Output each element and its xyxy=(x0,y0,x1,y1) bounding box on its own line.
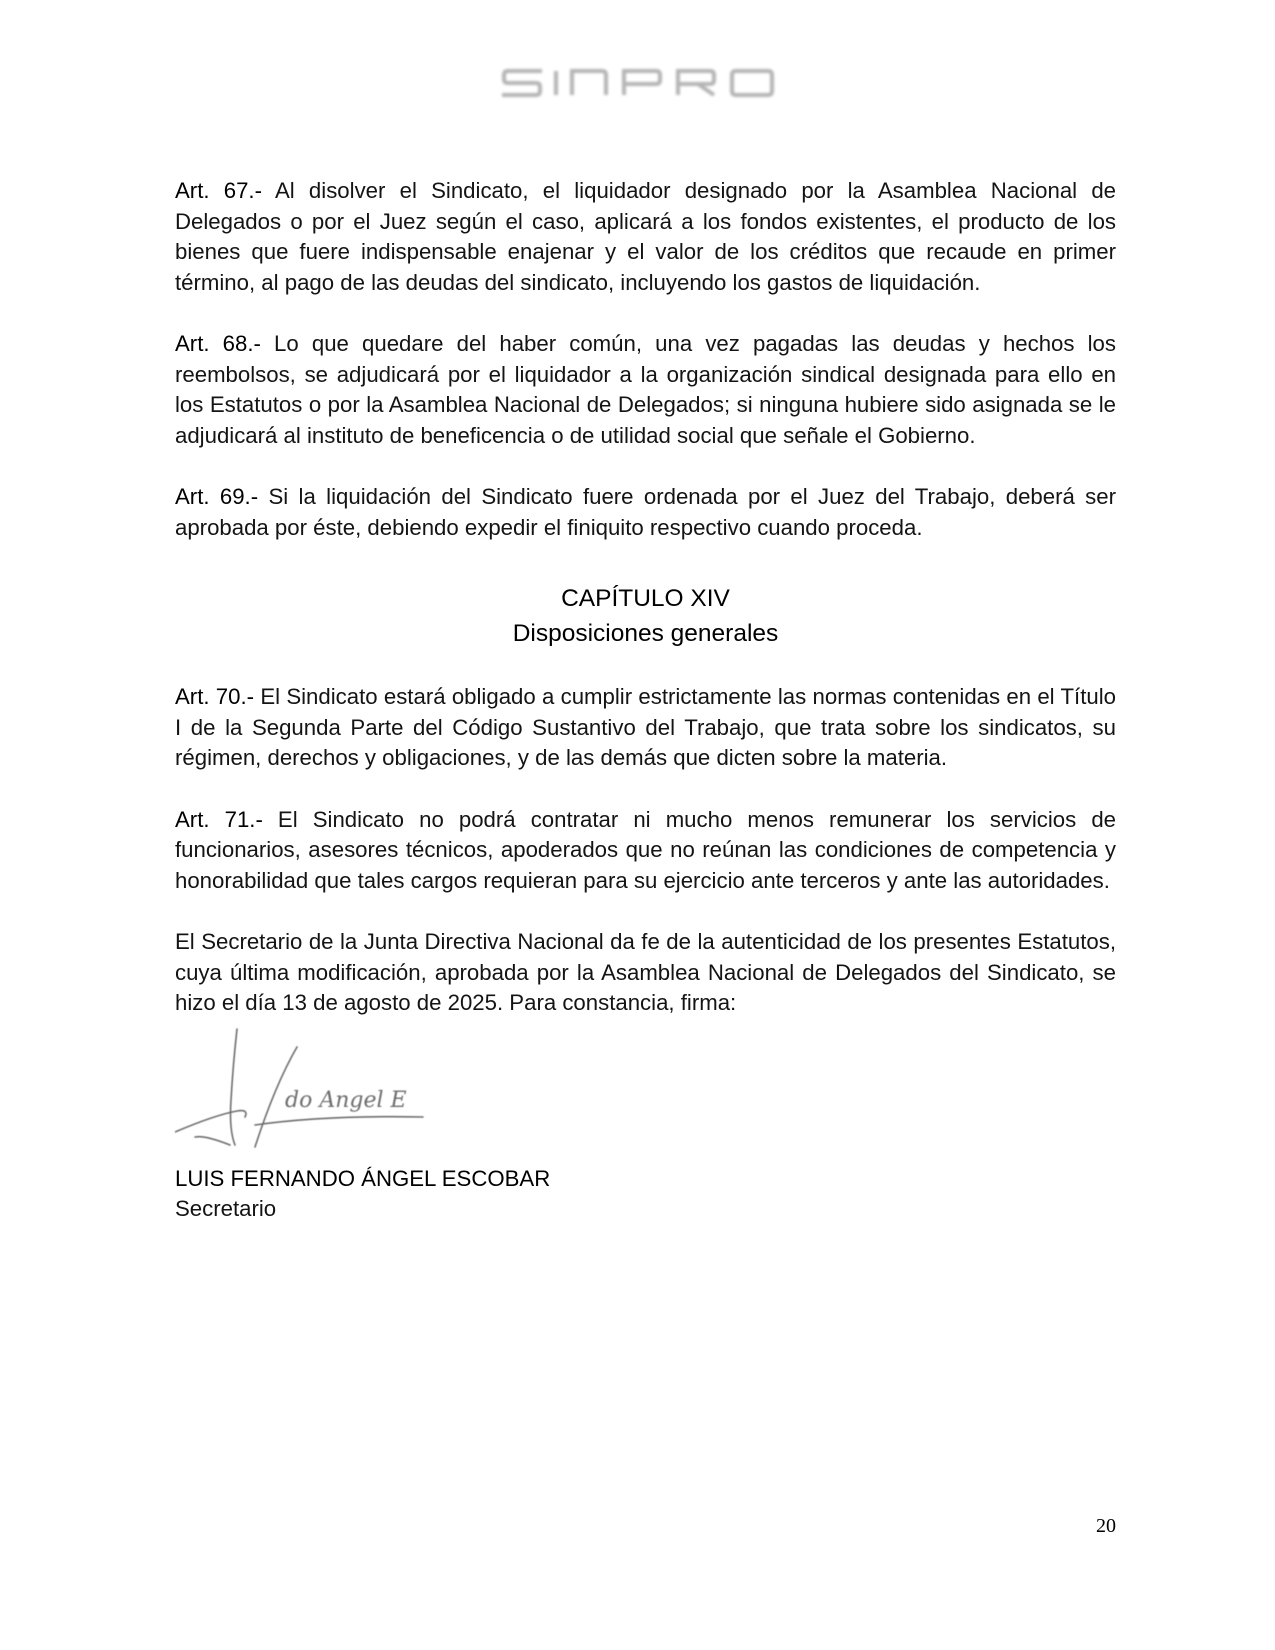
article-text: Si la liquidación del Sindicato fuere ordenada por el Juez del Trabajo, deberá ser aprobada por éste, debiendo expedir el finiquito respectivo cuando proceda. xyxy=(175,484,1116,540)
article-text: El Sindicato estará obligado a cumplir estrictamente las normas contenidas en el Título I de la Segunda Parte del Código Sustantivo del Trabajo, que trata sobre los sindicatos, su régimen, derechos y obligaciones, y de las demás que dicten sobre la materia. xyxy=(175,684,1116,770)
article-text: El Sindicato no podrá contratar ni mucho menos remunerar los servicios de funcionarios, asesores técnicos, apoderados que no reúnan las condiciones de competencia y honorabilidad que tales cargos requieran para su ejercicio ante terceros y ante las autoridades. xyxy=(175,806,1117,893)
article-67 xyxy=(175,176,1116,298)
article-label: Art. 69.- xyxy=(175,484,259,509)
chapter-number: CAPÍTULO XIV xyxy=(561,585,730,612)
article-68 xyxy=(175,329,1116,451)
article-69 xyxy=(175,482,1116,543)
article-label: Art. 71.- xyxy=(175,806,263,832)
signature-handwriting: do Angel E xyxy=(285,1088,407,1113)
page-number: 20 xyxy=(1096,1515,1116,1537)
article-71 xyxy=(175,805,1116,897)
article-label: Art. 70.- xyxy=(175,684,255,709)
chapter-title: Disposiciones generales xyxy=(512,620,779,647)
signer-name: LUIS FERNANDO ÁNGEL ESCOBAR xyxy=(175,1166,551,1191)
signer-role: Secretario xyxy=(175,1196,277,1221)
article-text: Al disolver el Sindicato, el liquidador designado por la Asamblea Nacional de Delegados o por el Juez según el caso, aplicará a los fondos existentes, el producto de los bienes que fuere indispensable enajenar y el valor de los créditos que recaude en primer término, al pago de las deudas del sindicato, incluyendo los gastos de liquidación. xyxy=(175,178,1117,295)
handwritten-signature xyxy=(175,1025,445,1160)
chapter-heading xyxy=(175,581,1116,651)
article-70 xyxy=(175,682,1116,774)
closing-statement: El Secretario de la Junta Directiva Nacional da fe de la autenticidad de los presentes Estatutos, cuya última modificación, aprobada por la Asamblea Nacional de Delegados del Sindicato, se hizo el día 13 de agosto de 2025. Para constancia, firma: xyxy=(175,929,1116,1015)
document-body xyxy=(175,176,1116,1050)
article-text: Lo que quedare del haber común, una vez pagadas las deudas y hechos los reembolsos, se adjudicará por el liquidador a la organización sindical designada para ello en los Estatutos o por la Asamblea Nacional de Delegados; si ninguna hubiere sido asignada se le adjudicará al instituto de beneficencia o de utilidad social que señale el Gobierno. xyxy=(175,331,1116,448)
article-label: Art. 67.- xyxy=(175,178,262,203)
sinpro-logo xyxy=(0,60,1275,106)
article-label: Art. 68.- xyxy=(175,331,261,356)
